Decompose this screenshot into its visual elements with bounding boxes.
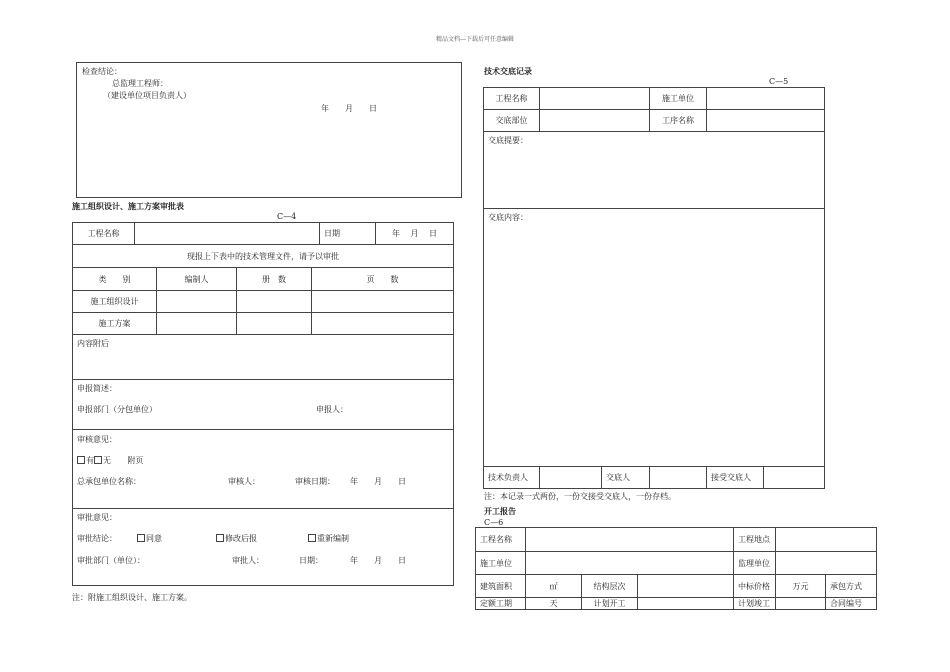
review-opinion-label: 审核意见： [77, 435, 117, 444]
dc-process-field[interactable] [707, 110, 825, 132]
sr-price-field[interactable] [776, 575, 826, 598]
dc-tech-lead-label: 技术负责人 [484, 467, 540, 489]
sr-bid-price-label: 中标价格 [734, 575, 776, 598]
sr-location-field[interactable] [776, 528, 877, 552]
opt-yes: 有 [86, 456, 94, 465]
review-date-label: 审核日期： [295, 477, 335, 486]
start-report-title: 开工报告 [484, 507, 516, 516]
conclusion-box [76, 62, 462, 198]
agree-label: 同意 [146, 534, 162, 543]
row-construction-plan: 施工方案 [73, 313, 157, 335]
disclosure-title: 技术交底记录 [484, 67, 532, 76]
sr-price-unit: 万元 [792, 581, 809, 591]
dc-project-name-field[interactable] [540, 88, 650, 110]
attached-pages: 附页 [127, 456, 144, 465]
sr-planned-start-label: 计划开工 [582, 598, 638, 610]
option-agree [137, 533, 162, 544]
option-revise [216, 533, 257, 544]
row1-author[interactable] [157, 291, 237, 313]
conclusion-date: 年 月 日 [321, 104, 377, 113]
contractor-label: 总承包单位名称： [77, 477, 141, 486]
row2-volumes[interactable] [237, 313, 312, 335]
checkbox-redo[interactable] [308, 534, 316, 542]
disclosure-note: 注：本记录一式两份，一份交接受交底人，一份存档。 [484, 492, 676, 501]
sr-construction-unit-field[interactable] [526, 552, 734, 575]
disclosure-table [483, 87, 825, 489]
start-report-table [475, 527, 877, 610]
sr-structure-field[interactable] [638, 575, 734, 598]
approve-dept-label: 审批部门（单位）： [77, 556, 145, 565]
sr-planned-finish-field[interactable] [776, 598, 826, 610]
row1-pages[interactable] [312, 291, 454, 313]
approval-note: 注：附施工组织设计、施工方案。 [72, 593, 192, 602]
approval-code: C—4 [277, 212, 297, 221]
col-type: 类 别 [73, 268, 157, 291]
sr-location-label: 工程地点 [734, 528, 776, 552]
approve-date-label: 日期： [299, 556, 323, 565]
sr-supervision-unit-field[interactable] [776, 552, 877, 575]
col-pages: 页 数 [312, 268, 454, 291]
brief-section [73, 380, 454, 430]
date-value[interactable]: 年 月 日 [376, 223, 454, 245]
sr-duration-unit: 天 [549, 599, 558, 608]
checkbox-no[interactable] [94, 456, 102, 464]
approve-result-label: 审批结论： [77, 534, 117, 543]
approval-table [72, 222, 454, 586]
sr-planned-finish-label: 计划竣工 [734, 598, 776, 610]
sr-structure-label: 结构层次 [582, 575, 638, 598]
dc-receiver-label: 接受交底人 [707, 467, 764, 489]
owner-label: （建设单位项目负责人） [103, 91, 191, 100]
checkbox-revise[interactable] [216, 534, 224, 542]
dc-part-label: 交底部位 [484, 110, 540, 132]
page-header: 精品文档---下载后可任意编辑 [435, 36, 515, 43]
chief-engineer-label: 总监理工程师： [112, 79, 168, 88]
sr-supervision-unit-label: 监理单位 [734, 552, 776, 575]
sr-contract-no-label: 合同编号 [826, 598, 877, 610]
date-label: 日期 [320, 223, 376, 245]
reviewer-label: 审核人： [228, 477, 260, 486]
row1-volumes[interactable] [237, 291, 312, 313]
conclusion-title: 检查结论： [82, 67, 122, 76]
row-construction-design: 施工组织设计 [73, 291, 157, 313]
dc-summary: 交底提要： [484, 132, 825, 209]
dc-content: 交底内容： [484, 209, 825, 467]
brief-label: 申报简述： [77, 384, 117, 393]
sr-project-name-field[interactable] [526, 528, 734, 552]
dc-contractor-label: 施工单位 [650, 88, 707, 110]
sr-area-unit: ㎡ [549, 581, 558, 591]
opt-no: 无 [103, 456, 111, 465]
sr-duration-field[interactable] [526, 598, 582, 610]
disclosure-code: C—5 [769, 77, 789, 86]
sr-project-name-label: 工程名称 [476, 528, 526, 552]
dc-tech-lead-field[interactable] [540, 467, 602, 489]
sr-construction-unit-label: 施工单位 [476, 552, 526, 575]
dept-label: 申报部门（分包单位） [77, 405, 157, 414]
dc-process-label: 工序名称 [650, 110, 707, 132]
approve-date-value: 年 月 日 [350, 556, 406, 565]
checkbox-yes[interactable] [77, 456, 85, 464]
applicant-label: 申报人： [316, 405, 348, 414]
review-date-value: 年 月 日 [350, 477, 406, 486]
approve-section [73, 509, 454, 586]
dc-discloser-field[interactable] [650, 467, 707, 489]
project-name-field[interactable] [135, 223, 320, 245]
dc-contractor-field[interactable] [707, 88, 825, 110]
checkbox-agree[interactable] [137, 534, 145, 542]
sr-duration-label: 定额工期 [476, 598, 526, 610]
redo-label: 重新编制 [317, 534, 349, 543]
revise-label: 修改后报 [225, 534, 257, 543]
sr-area-label: 建筑面积 [476, 575, 526, 598]
review-section [73, 430, 454, 509]
project-name-label: 工程名称 [73, 223, 135, 245]
sr-area-field[interactable] [526, 575, 582, 598]
review-options [77, 455, 144, 466]
row2-author[interactable] [157, 313, 237, 335]
attached-content: 内容附后 [73, 335, 454, 380]
col-author: 编制人 [157, 268, 237, 291]
approver-label: 审批人： [232, 556, 264, 565]
submit-text: 现报上下表中的技术管理文件，请予以审批 [73, 245, 454, 268]
dc-project-name-label: 工程名称 [484, 88, 540, 110]
dc-receiver-field[interactable] [764, 467, 825, 489]
row2-pages[interactable] [312, 313, 454, 335]
dc-part-field[interactable] [540, 110, 650, 132]
sr-planned-start-field[interactable] [638, 598, 734, 610]
sr-contract-mode-label: 承包方式 [826, 575, 877, 598]
approve-opinion-label: 审批意见： [77, 513, 117, 522]
start-report-code: C—6 [484, 518, 504, 527]
approval-title: 施工组织设计、施工方案审批表 [72, 202, 184, 211]
option-redo [308, 533, 349, 544]
col-volumes: 册 数 [237, 268, 312, 291]
dc-discloser-label: 交底人 [602, 467, 650, 489]
